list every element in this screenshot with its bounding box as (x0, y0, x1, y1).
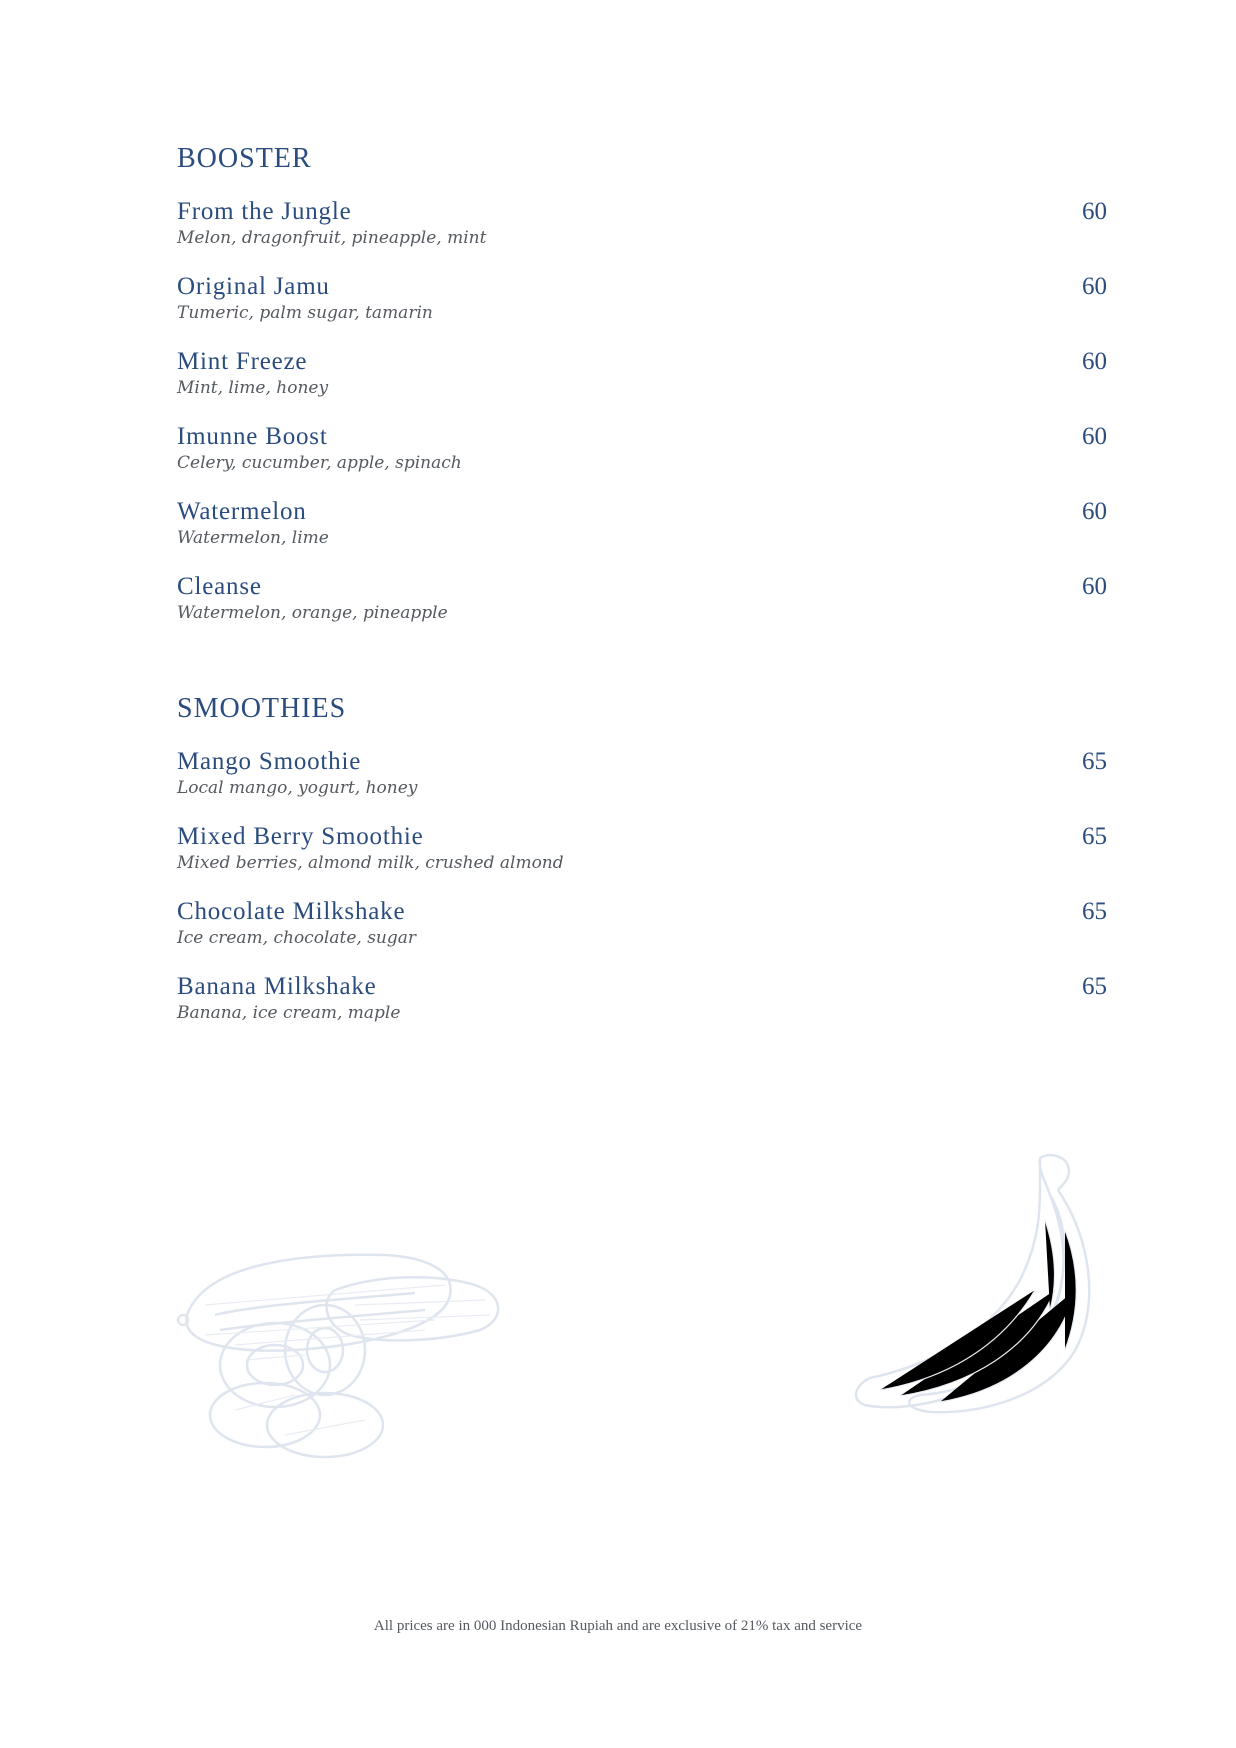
item-price: 65 (1082, 823, 1107, 850)
menu-item (177, 973, 1107, 1048)
smoothies-menu-list (177, 748, 1107, 1048)
item-description: Tumeric, palm sugar, tamarin (177, 303, 433, 323)
section-title-booster: BOOSTER (177, 143, 312, 174)
footer-note: All prices are in 000 Indonesian Rupiah and are exclusive of 21% tax and service (373, 1618, 863, 1634)
item-name: Mint Freeze (177, 348, 308, 375)
item-description: Banana, ice cream, maple (177, 1003, 401, 1023)
item-description: Melon, dragonfruit, pineapple, mint (177, 228, 487, 248)
item-description: Celery, cucumber, apple, spinach (177, 453, 462, 473)
item-price: 65 (1082, 898, 1107, 925)
item-price: 60 (1082, 423, 1107, 450)
cucumber-sketch-icon (175, 1245, 515, 1460)
menu-item (177, 898, 1107, 973)
item-name: Chocolate Milkshake (177, 898, 406, 925)
menu-item (177, 573, 1107, 648)
item-name: Watermelon (177, 498, 307, 525)
item-name: Cleanse (177, 573, 262, 600)
item-name: Mango Smoothie (177, 748, 362, 775)
item-price: 60 (1082, 198, 1107, 225)
menu-item (177, 423, 1107, 498)
item-name: Mixed Berry Smoothie (177, 823, 424, 850)
item-description: Watermelon, lime (177, 528, 329, 548)
section-title-smoothies: SMOOTHIES (177, 693, 347, 724)
banana-sketch-icon (840, 1150, 1110, 1420)
item-description: Watermelon, orange, pineapple (177, 603, 448, 623)
menu-item (177, 748, 1107, 823)
menu-item (177, 823, 1107, 898)
menu-item (177, 348, 1107, 423)
booster-menu-list (177, 198, 1107, 648)
item-name: Imunne Boost (177, 423, 328, 450)
item-name: Banana Milkshake (177, 973, 377, 1000)
item-name: Original Jamu (177, 273, 330, 300)
item-price: 60 (1082, 348, 1107, 375)
menu-item (177, 198, 1107, 273)
item-description: Local mango, yogurt, honey (177, 778, 418, 798)
item-price: 65 (1082, 748, 1107, 775)
item-name: From the Jungle (177, 198, 352, 225)
item-price: 60 (1082, 498, 1107, 525)
item-price: 65 (1082, 973, 1107, 1000)
item-description: Mixed berries, almond milk, crushed almond (177, 853, 564, 873)
item-description: Mint, lime, honey (177, 378, 329, 398)
item-description: Ice cream, chocolate, sugar (177, 928, 417, 948)
menu-item (177, 498, 1107, 573)
item-price: 60 (1082, 273, 1107, 300)
menu-item (177, 273, 1107, 348)
item-price: 60 (1082, 573, 1107, 600)
